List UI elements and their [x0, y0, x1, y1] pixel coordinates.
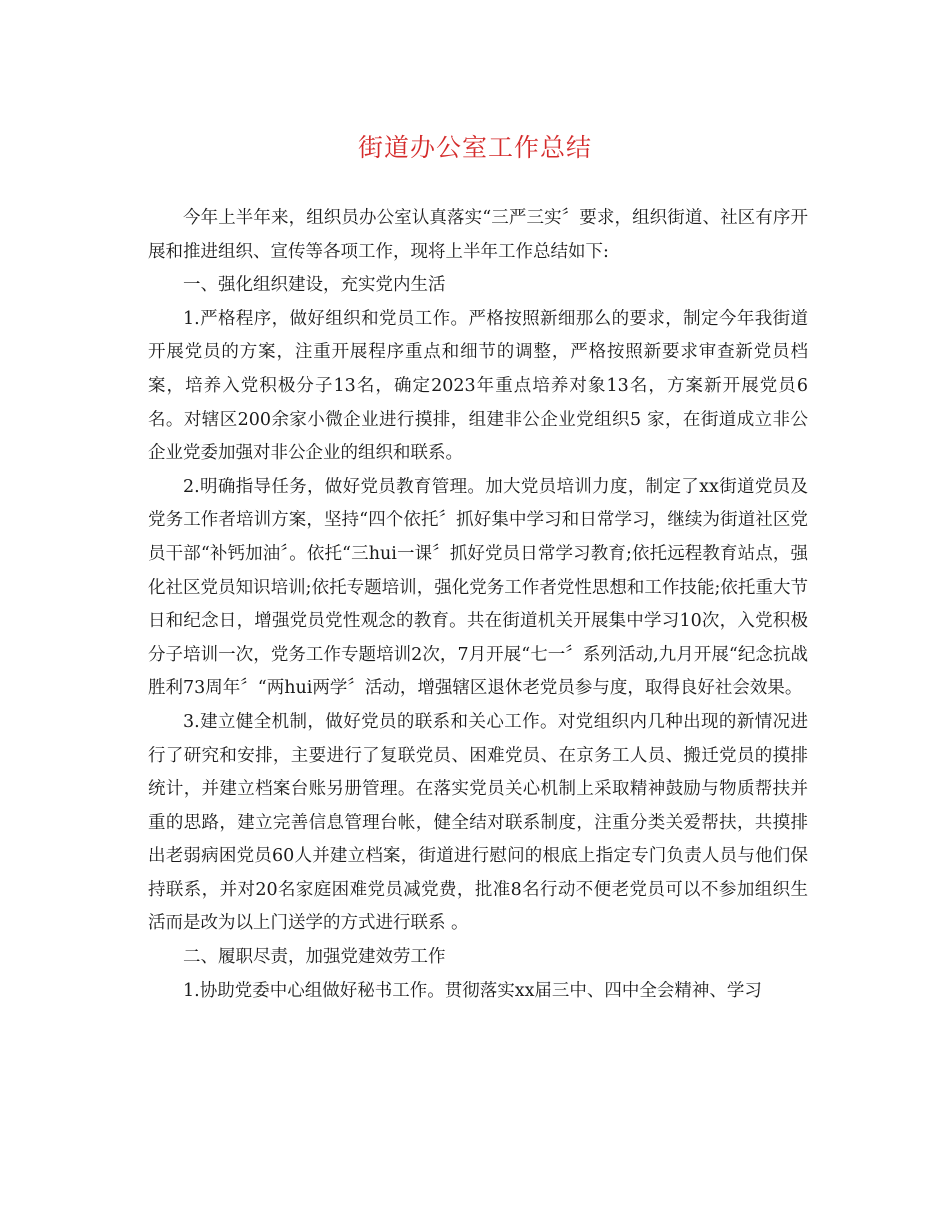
document-title: 街道办公室工作总结 — [357, 133, 592, 162]
paragraph-intro: 今年上半年来，组织员办公室认真落实“三严三实〞要求，组织街道、社区有序开展和推进组织、宣传等各项工作，现将上半年工作总结如下: — [148, 208, 808, 262]
paragraph-1-3: 3.建立健全机制，做好党员的联系和关心工作。对党组织内几种出现的新情况进行了研究和安排，主要进行了复联党员、困难党员、在京务工人员、搬迁党员的摸排统计，并建立档案台账另册管理。在落实党员关心机制上采取精神鼓励与物质帮扶并重的思路，建立完善信息管理台帐，健全结对联系制度，注重分类关爱帮扶，共摸排出老弱病困党员60人并建立档案，街道进行慰问的根底上指定专门负责人员与他们保持联系，并对20名家庭困难党员减党费，批准8名行动不便老党员可以不参加组织生活而是改为以上门送学的方式进行联系 。 — [148, 711, 808, 934]
paragraph-1-1: 1.严格程序，做好组织和党员工作。严格按照新细那么的要求，制定今年我街道开展党员的方案，注重开展程序重点和细节的调整，严格按照新要求审查新党员档案，培养入党积极分子13名，确定2023年重点培养对象13名，方案新开展党员6名。对辖区200余家小微企业进行摸排，组建非公企业党组织5 家，在街道成立非公企业党委加强对非公企业的组织和联系。 — [148, 308, 808, 464]
section-heading-1: 一、强化组织建设，充实党内生活 — [183, 275, 446, 296]
section-heading-2: 二、履职尽责，加强党建效劳工作 — [183, 947, 446, 968]
paragraph-1-2: 2.明确指导任务，做好党员教育管理。加大党员培训力度，制定了xx街道党员及党务工作者培训方案，坚持“四个依托〞抓好集中学习和日常学习，继续为街道社区党员干部“补钙加油〞。依托“三hui一课〞抓好党员日常学习教育;依托远程教育站点，强化社区党员知识培训;依托专题培训，强化党务工作者党性思想和工作技能;依托重大节日和纪念日，增强党员党性观念的教育。共在街道机关开展集中学习10次，入党积极分子培训一次，党务工作专题培训2次，7月开展“七一〞系列活动,九月开展“纪念抗战胜利73周年〞“两hui两学〞活动，增强辖区退休老党员参与度，取得良好社会效果。 — [148, 476, 808, 699]
paragraph-2-1: 1.协助党委中心组做好秘书工作。贯彻落实xx届三中、四中全会精神、学习 — [183, 980, 762, 1001]
document-body — [148, 202, 808, 1008]
